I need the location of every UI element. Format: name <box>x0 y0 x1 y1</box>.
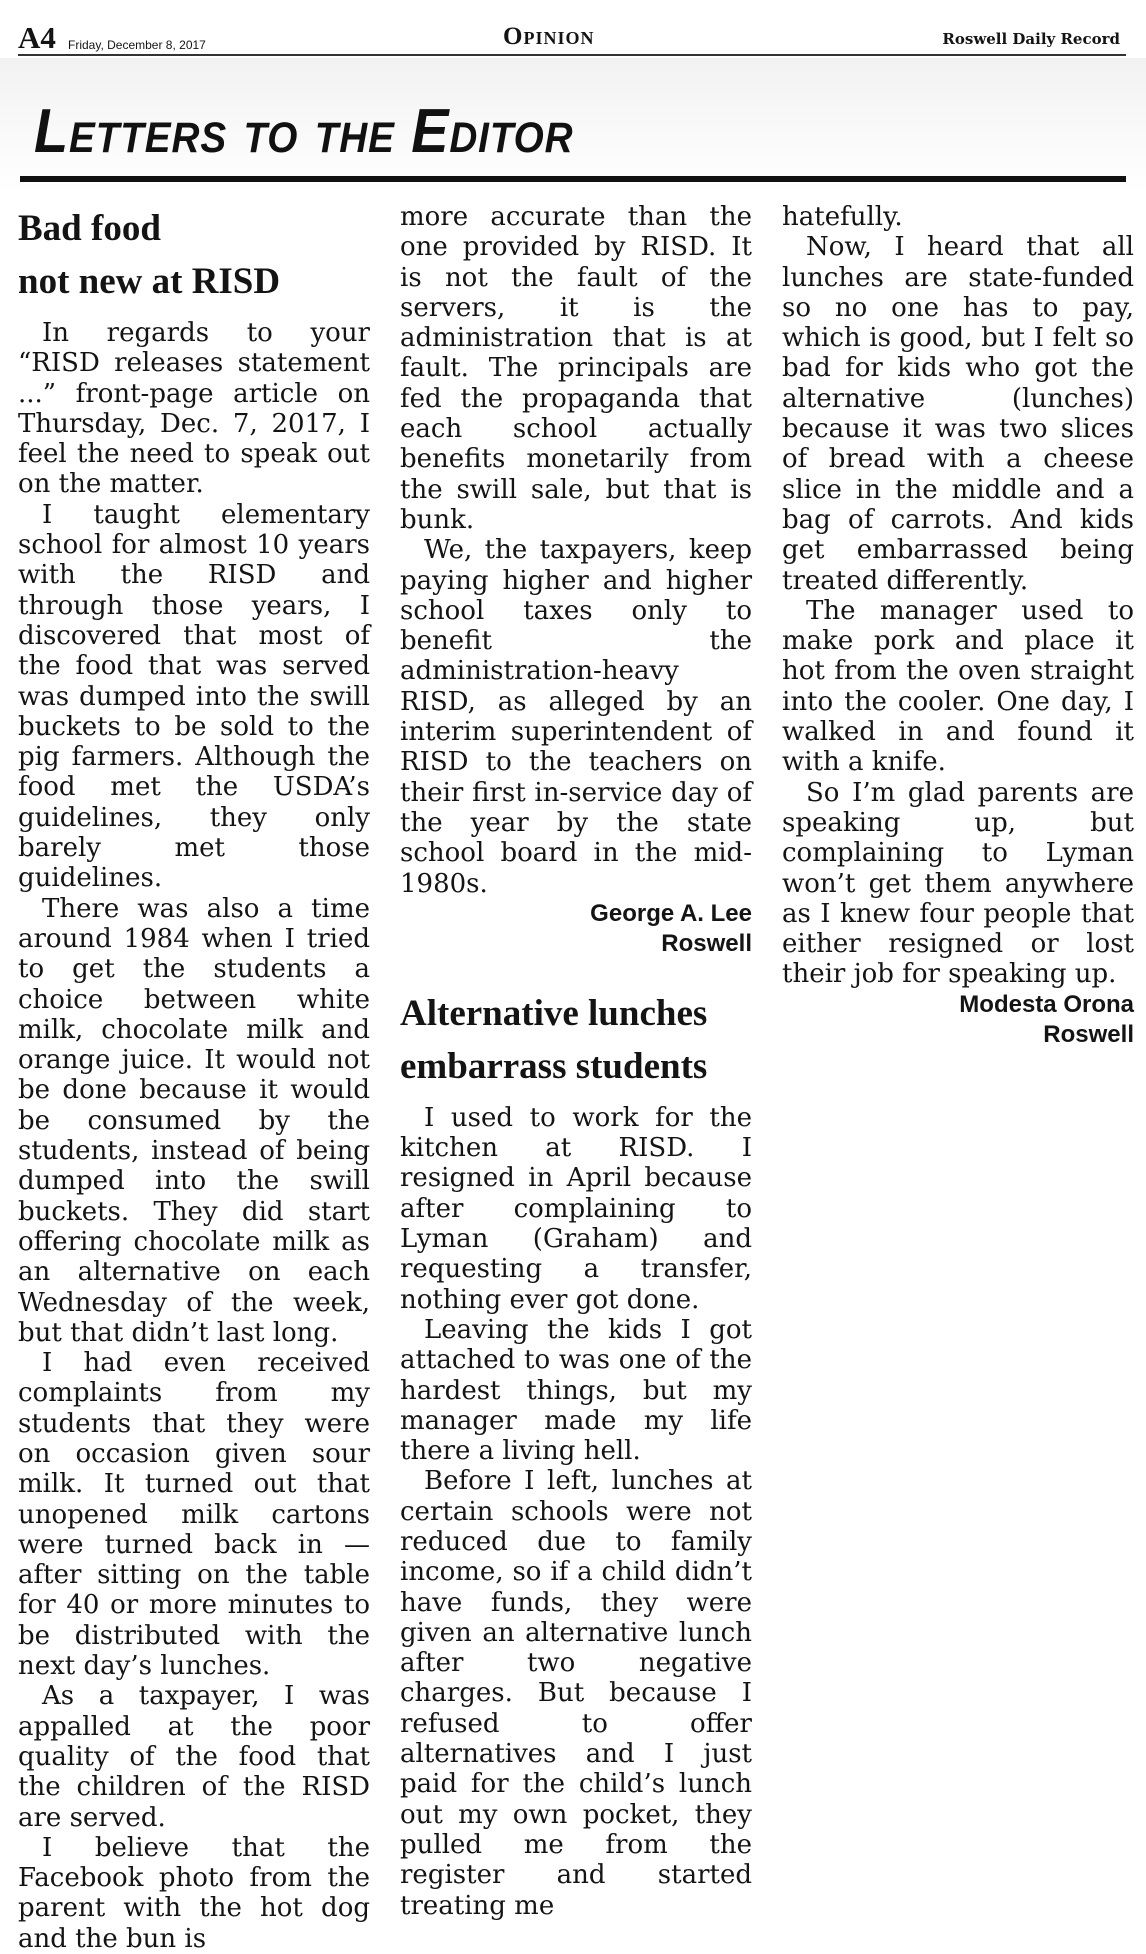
letter1-paragraph: We, the taxpayers, keep paying higher and higher school taxes only to benefit the administration-heavy RISD, as alleged by an interim superintendent of RISD to the teachers on their first in-service day of the year by the state school board in the mid-1980s. <box>400 535 752 899</box>
page-number: A4 <box>18 20 56 55</box>
letter2-paragraph: I used to work for the kitchen at RISD. I resigned in April because after complaining to Lyman (Graham) and requesting a transfer, nothing ever got done. <box>400 1102 752 1315</box>
letter2-paragraph: Leaving the kids I got attached to was one of the hardest things, but my manager made my life there a living hell. <box>400 1314 752 1467</box>
letter2-paragraph: Before I left, lunches at certain schools were not reduced due to family income, so if a child didn’t have funds, they were given an alternative lunch after two negative charges. But because I refused to offer alternatives and I just paid for the child’s lunch out my own pocket, they pulled me from the register and started treating me <box>400 1466 752 1921</box>
newspaper-name: Roswell Daily Record <box>942 30 1120 48</box>
column-1 <box>18 202 370 1954</box>
letter1-city: Roswell <box>661 929 752 957</box>
letter2-author: Modesta Orona <box>959 990 1134 1018</box>
issue-date: Friday, December 8, 2017 <box>68 38 206 52</box>
letter-spacer <box>400 959 752 987</box>
letter2-title-line2: embarrass students <box>400 1045 708 1087</box>
letter1-paragraph: In regards to your “RISD releases statement ...” front-page article on Thursday, Dec. 7, 2017, I feel the need to speak out on the matter. <box>18 318 370 500</box>
column-2 <box>400 202 752 1921</box>
headline-rule <box>20 176 1126 182</box>
letter1-title-line1: Bad food <box>18 208 161 249</box>
letter2-title-line1: Alternative lunches <box>400 992 708 1034</box>
letter1-paragraph: I believe that the Facebook photo from the parent with the hot dog and the bun is <box>18 1832 370 1954</box>
letter1-title-line2: not new at RISD <box>18 261 281 302</box>
letter2-paragraph: The manager used to make pork and place it hot from the oven straight into the cooler. One day, I walked in and found it with a knife. <box>782 595 1134 778</box>
letter1-paragraph: more accurate than the one provided by RISD. It is not the fault of the servers, it is the administration that is at fault. The principals are fed the propaganda that each school actually benefits monetarily from the swill sale, but that is bunk. <box>400 202 752 535</box>
column-3 <box>782 202 1134 1050</box>
letter2-city: Roswell <box>1043 1020 1134 1048</box>
letter1-title <box>18 202 370 308</box>
letter2-paragraph: hatefully. <box>782 202 903 232</box>
letter1-paragraph: I taught elementary school for almost 10 years with the RISD and through those years, I discovered that most of the food that was served was dumped into the swill buckets to be sold to the pig farmers. Although the food met the USDA’s guidelines, they only barely met those guidelines. <box>18 499 370 894</box>
page-headline: Letters to the Editor <box>34 97 574 166</box>
masthead-bar <box>18 20 1126 56</box>
letter1-paragraph: As a taxpayer, I was appalled at the poor quality of the food that the children of the RISD are served. <box>18 1681 370 1833</box>
letter1-paragraph: I had even received complaints from my students that they were on occasion given sour milk. It turned out that unopened milk cartons were turned back in — after sitting on the table for 40 or more minutes to be distributed with the next day’s lunches. <box>18 1348 370 1682</box>
letter2-title <box>400 987 752 1093</box>
letter1-paragraph: There was also a time around 1984 when I tried to get the students a choice between white milk, chocolate milk and orange juice. It would not be done because it would be consumed by the students, instead of being dumped into the swill buckets. They did start offering chocolate milk as an alternative on each Wednesday of the week, but that didn’t last long. <box>18 893 370 1348</box>
letter2-paragraph: So I’m glad parents are speaking up, but complaining to Lyman won’t get them anywhere as I knew four people that either resigned or lost their job for speaking up. <box>782 777 1134 990</box>
letter2-paragraph: Now, I heard that all lunches are state-funded so no one has to pay, which is good, but I felt so bad for kids who got the alternative (lunches) because it was two slices of bread with a cheese slice in the middle and a bag of carrots. And kids get embarrassed being treated differently. <box>782 232 1134 596</box>
letter1-author: George A. Lee <box>590 899 752 927</box>
section-name: Opinion <box>503 23 595 50</box>
